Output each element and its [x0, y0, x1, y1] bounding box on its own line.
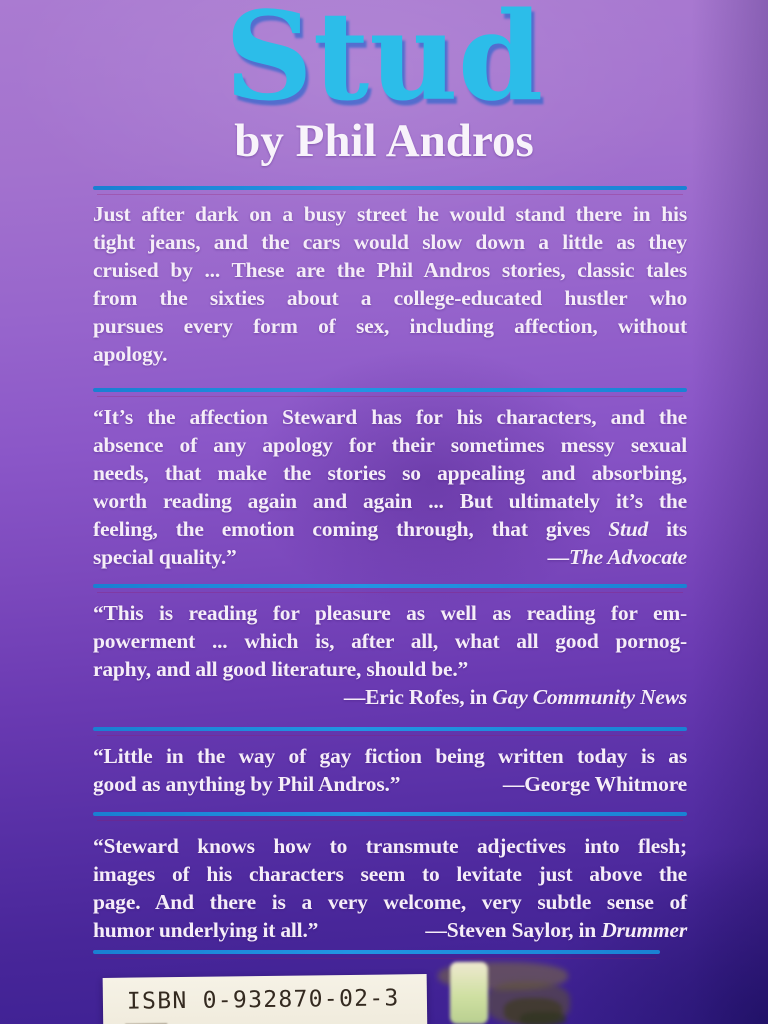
- text-line: humor underlying it all.” —Steven Saylor, in Drummer: [93, 918, 687, 942]
- text-line: images of his characters seem to levitate just above the: [93, 862, 687, 886]
- book-author: by Phil Andros: [234, 115, 534, 167]
- quote-advocate: [93, 403, 687, 571]
- divider-rule: [93, 812, 687, 816]
- text-line: —Eric Rofes, in Gay Community News: [343, 685, 687, 709]
- text-line: Just after dark on a busy street he would stand there in his: [93, 202, 687, 226]
- text-line: needs, that make the stories so appealing and absorbing,: [93, 461, 687, 485]
- text-line: absence of any apology for their sometimes messy sexual: [93, 433, 687, 457]
- isbn-text: ISBN 0-932870-02-3: [126, 985, 400, 1015]
- text-line: pursues every form of sex, including affection, without: [93, 314, 687, 338]
- text-line: good as anything by Phil Andros.” —George Whitmore: [93, 772, 687, 796]
- divider-rule: [93, 950, 660, 954]
- quote-rofes: [93, 599, 687, 711]
- text-line: cruised by ... These are the Phil Andros stories, classic tales: [93, 258, 687, 282]
- text-line: tight jeans, and the cars would slow down a little as they: [93, 230, 687, 254]
- residue-smear: [486, 982, 570, 1024]
- quote-whitmore: [93, 742, 687, 798]
- residue-smear: [504, 998, 562, 1024]
- text-line: “It’s the affection Steward has for his characters, and the: [93, 405, 687, 429]
- divider-rule: [93, 584, 687, 588]
- divider-rule: [93, 727, 687, 731]
- text-line: feeling, the emotion coming through, that gives Stud its: [93, 517, 687, 541]
- divider-rule: [93, 186, 687, 190]
- residue-patch: [450, 962, 488, 1024]
- text-line: raphy, and all good literature, should be.”: [93, 657, 469, 681]
- text-line: “Little in the way of gay fiction being written today is as: [93, 744, 687, 768]
- text-line: apology.: [93, 342, 168, 366]
- text-line: worth reading again and again ... But ultimately it’s the: [93, 489, 687, 513]
- text-line: page. And there is a very welcome, very subtle sense of: [93, 890, 687, 914]
- residue-smear: [438, 962, 568, 990]
- book-title: Stud: [224, 0, 544, 128]
- description-paragraph: [93, 200, 687, 368]
- quote-saylor: [93, 832, 687, 944]
- isbn-label: [103, 974, 428, 1024]
- divider-rule: [93, 388, 687, 392]
- text-line: from the sixties about a college-educated hustler who: [93, 286, 687, 310]
- text-line: “Steward knows how to transmute adjectives into flesh;: [93, 834, 687, 858]
- residue-smear: [520, 1012, 566, 1024]
- text-line: powerment ... which is, after all, what all good pornog-: [93, 629, 687, 653]
- text-line: “This is reading for pleasure as well as reading for em-: [93, 601, 687, 625]
- text-line: special quality.” —The Advocate: [93, 545, 687, 569]
